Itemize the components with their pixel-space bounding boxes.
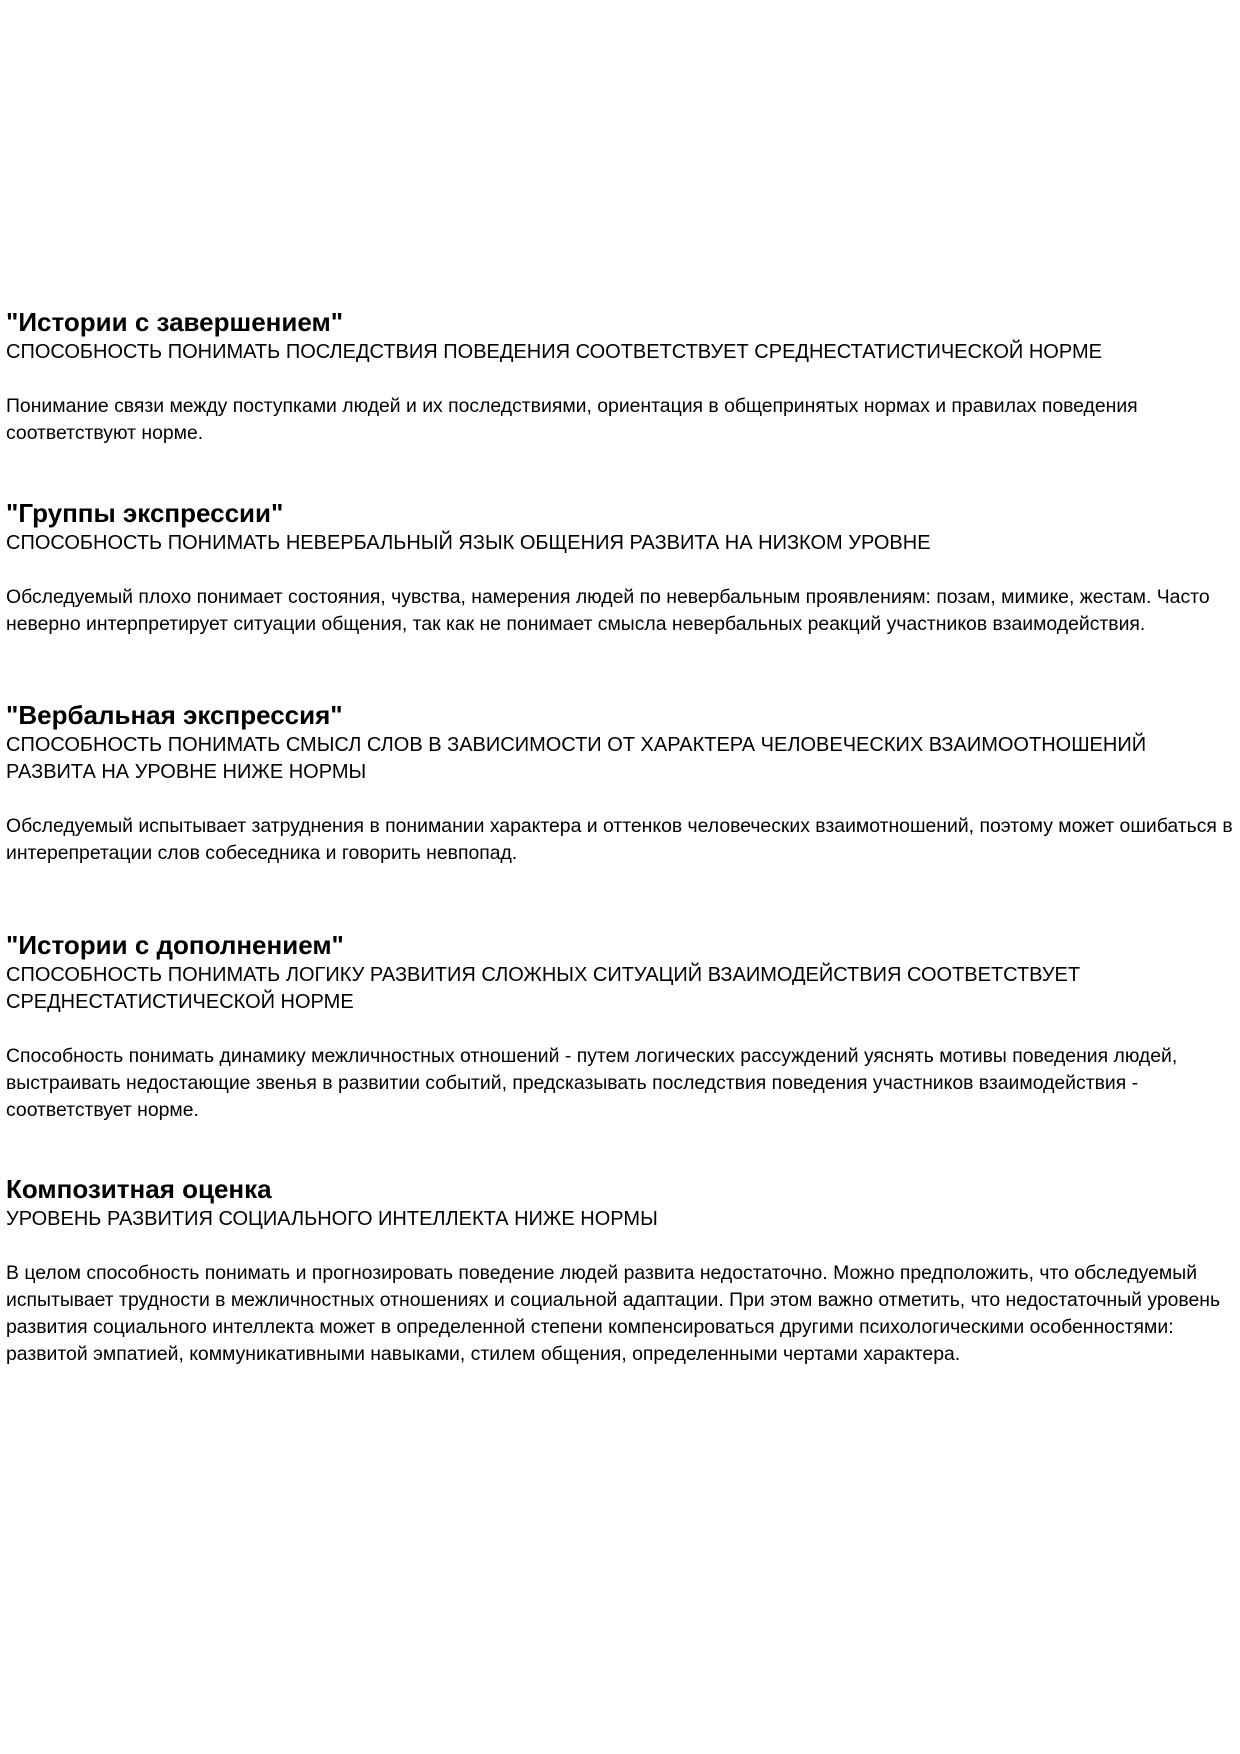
section-composite-score [6,1174,1234,1368]
section-verdict: СПОСОБНОСТЬ ПОНИМАТЬ ЛОГИКУ РАЗВИТИЯ СЛОЖНЫХ СИТУАЦИЙ ВЗАИМОДЕЙСТВИЯ СООТВЕТСТВУЕТ СРЕДНЕСТАТИСТИЧЕСКОЙ НОРМЕ [6,964,1081,1013]
section-verdict: СПОСОБНОСТЬ ПОНИМАТЬ СМЫСЛ СЛОВ В ЗАВИСИМОСТИ ОТ ХАРАКТЕРА ЧЕЛОВЕЧЕСКИХ ВЗАИМООТНОШЕНИЙ РАЗВИТА НА УРОВНЕ НИЖЕ НОРМЫ [6,734,1147,783]
section-verdict: СПОСОБНОСТЬ ПОНИМАТЬ ПОСЛЕДСТВИЯ ПОВЕДЕНИЯ СООТВЕТСТВУЕТ СРЕДНЕСТАТИСТИЧЕСКОЙ НОРМЕ [6,341,1102,363]
section-stories-completion [6,307,1234,447]
section-verdict: УРОВЕНЬ РАЗВИТИЯ СОЦИАЛЬНОГО ИНТЕЛЛЕКТА НИЖЕ НОРМЫ [6,1208,658,1230]
section-title: "Истории с дополнением" [6,930,344,960]
section-title: "Группы экспрессии" [6,498,284,528]
section-verdict: СПОСОБНОСТЬ ПОНИМАТЬ НЕВЕРБАЛЬНЫЙ ЯЗЫК ОБЩЕНИЯ РАЗВИТА НА НИЗКОМ УРОВНЕ [6,532,931,554]
section-verbal-expression [6,700,1234,867]
section-stories-addition [6,930,1234,1124]
section-title: "Вербальная экспрессия" [6,700,343,730]
section-expression-groups [6,498,1234,638]
section-title: Композитная оценка [6,1174,272,1204]
section-description: Понимание связи между поступками людей и их последствиями, ориентация в общепринятых нормах и правилах поведения соответствуют норме. [6,395,1138,444]
section-description: Способность понимать динамику межличностных отношений - путем логических рассуждений уяснять мотивы поведения людей, выстраивать недостающие звенья в развитии событий, предсказывать последствия поведения участников взаимодействия - соответствует норме. [6,1045,1178,1121]
section-title: "Истории с завершением" [6,307,344,337]
section-description: В целом способность понимать и прогнозировать поведение людей развита недостаточно. Можно предположить, что обследуемый испытывает трудности в межличностных отношениях и социальной адаптации. При этом важно отметить, что недостаточный уровень развития социального интеллекта может в определенной степени компенсироваться другими психологическими особенностями: развитой эмпатией, коммуникативными навыками, стилем общения, определенными чертами характера. [6,1262,1221,1365]
report-page [6,307,1234,1368]
section-description: Обследуемый испытывает затруднения в понимании характера и оттенков человеческих взаимотношений, поэтому может ошибаться в интерепретации слов собеседника и говорить невпопад. [6,815,1233,864]
section-description: Обследуемый плохо понимает состояния, чувства, намерения людей по невербальным проявлениям: позам, мимике, жестам. Часто неверно интерпретирует ситуации общения, так как не понимает смысла невербальных реакций участников взаимодействия. [6,586,1210,635]
